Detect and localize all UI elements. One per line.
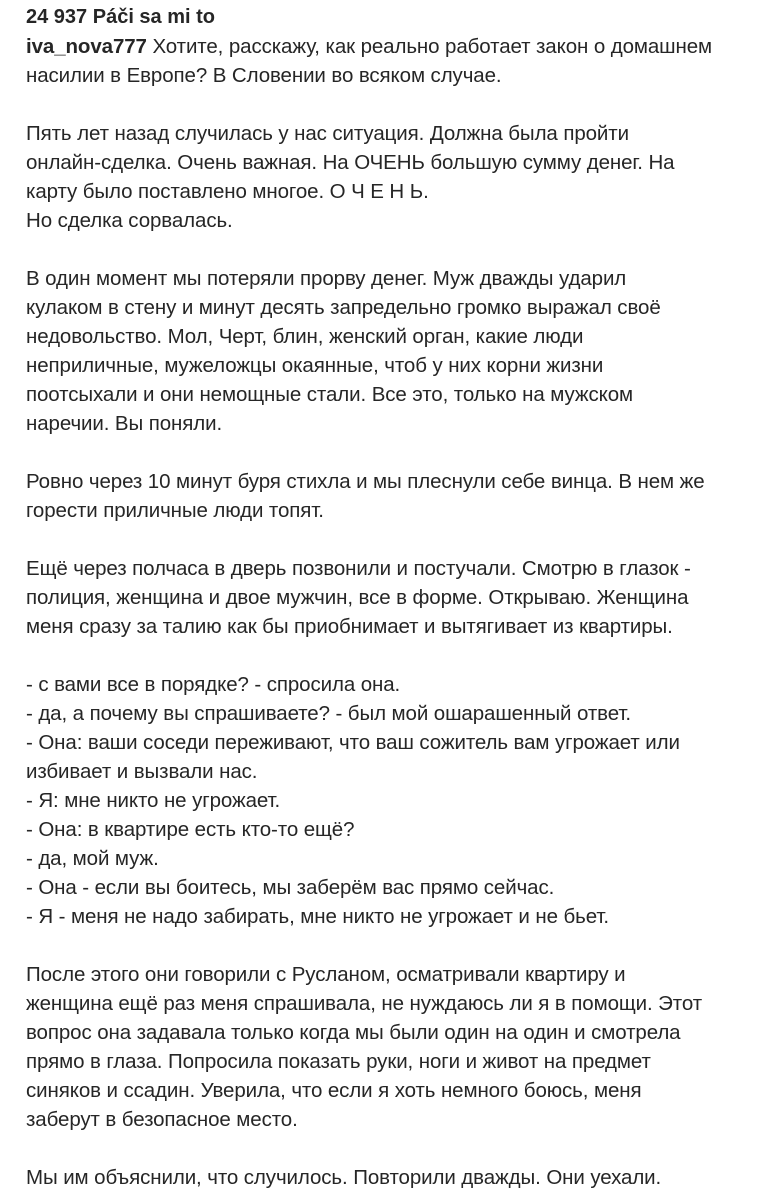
caption-line: карту было поставлено многое. О Ч Е Н Ь.	[26, 180, 429, 203]
caption-paragraph	[26, 119, 756, 235]
caption-line-text: Хотите, расскажу, как реально работает закон о домашнем	[146, 35, 713, 58]
caption-line: В один момент мы потеряли прорву денег. Муж дважды ударил	[26, 267, 627, 290]
caption-line: Ровно через 10 минут буря стихла и мы плеснули себе винца. В нем же	[26, 470, 705, 493]
caption-paragraph	[26, 264, 756, 438]
caption-line: меня сразу за талию как бы приобнимает и вытягивает из квартиры.	[26, 615, 673, 638]
caption-line: Пять лет назад случилась у нас ситуация. Должна была пройти	[26, 122, 629, 145]
caption-line: неприличные, мужеложцы окаянные, чтоб у них корни жизни	[26, 354, 604, 377]
likes-count[interactable]: 24 937 Páči sa mi to	[26, 6, 216, 28]
caption-line: Но сделка сорвалась.	[26, 209, 233, 232]
caption-line: полиция, женщина и двое мужчин, все в форме. Открываю. Женщина	[26, 586, 689, 609]
caption-line: онлайн-сделка. Очень важная. На ОЧЕНЬ большую сумму денег. На	[26, 151, 675, 174]
caption-paragraph	[26, 960, 756, 1134]
caption-line: - Я: мне никто не угрожает.	[26, 789, 281, 812]
caption-line: - с вами все в порядке? - спросила она.	[26, 673, 401, 696]
caption-line: кулаком в стену и минут десять запредельно громко выражал своё	[26, 296, 661, 319]
caption-line: Мы им объяснили, что случилось. Повторили дважды. Они уехали.	[26, 1166, 662, 1189]
caption-line: прямо в глаза. Попросила показать руки, ноги и живот на предмет	[26, 1050, 651, 1073]
caption-line: - Она: ваши соседи переживают, что ваш сожитель вам угрожает или	[26, 731, 680, 754]
caption-line: недовольство. Мол, Черт, блин, женский орган, какие люди	[26, 325, 584, 348]
caption-paragraph	[26, 1163, 756, 1192]
caption-line: Ещё через полчаса в дверь позвонили и постучали. Смотрю в глазок -	[26, 557, 691, 580]
caption-line: - Она: в квартире есть кто-то ещё?	[26, 818, 355, 841]
caption-paragraph	[26, 554, 756, 641]
author-username[interactable]: iva_nova777	[26, 35, 147, 58]
caption-line: После этого они говорили с Русланом, осматривали квартиру и	[26, 963, 626, 986]
caption-line	[26, 32, 756, 61]
caption-line: избивает и вызвали нас.	[26, 760, 258, 783]
caption-line: вопрос она задавала только когда мы были один на один и смотрела	[26, 1021, 681, 1044]
post-caption-container	[26, 0, 756, 1192]
caption-line: - да, а почему вы спрашиваете? - был мой ошарашенный ответ.	[26, 702, 631, 725]
caption-line: - Она - если вы боитесь, мы заберём вас прямо сейчас.	[26, 876, 555, 899]
caption-line: - Я - меня не надо забирать, мне никто не угрожает и не бьет.	[26, 905, 609, 928]
caption-line: горести приличные люди топят.	[26, 499, 324, 522]
caption-line: - да, мой муж.	[26, 847, 159, 870]
caption-paragraph	[26, 32, 756, 90]
caption-line: заберут в безопасное место.	[26, 1108, 298, 1131]
caption-line: синяков и ссадин. Уверила, что если я хоть немного боюсь, меня	[26, 1079, 642, 1102]
caption-line: поотсыхали и они немощные стали. Все это, только на мужском	[26, 383, 633, 406]
caption-text	[26, 32, 756, 1192]
caption-line: наречии. Вы поняли.	[26, 412, 223, 435]
caption-paragraph	[26, 467, 756, 525]
caption-line: насилии в Европе? В Словении во всяком случае.	[26, 64, 502, 87]
caption-line: женщина ещё раз меня спрашивала, не нуждаюсь ли я в помощи. Этот	[26, 992, 703, 1015]
caption-paragraph	[26, 670, 756, 931]
